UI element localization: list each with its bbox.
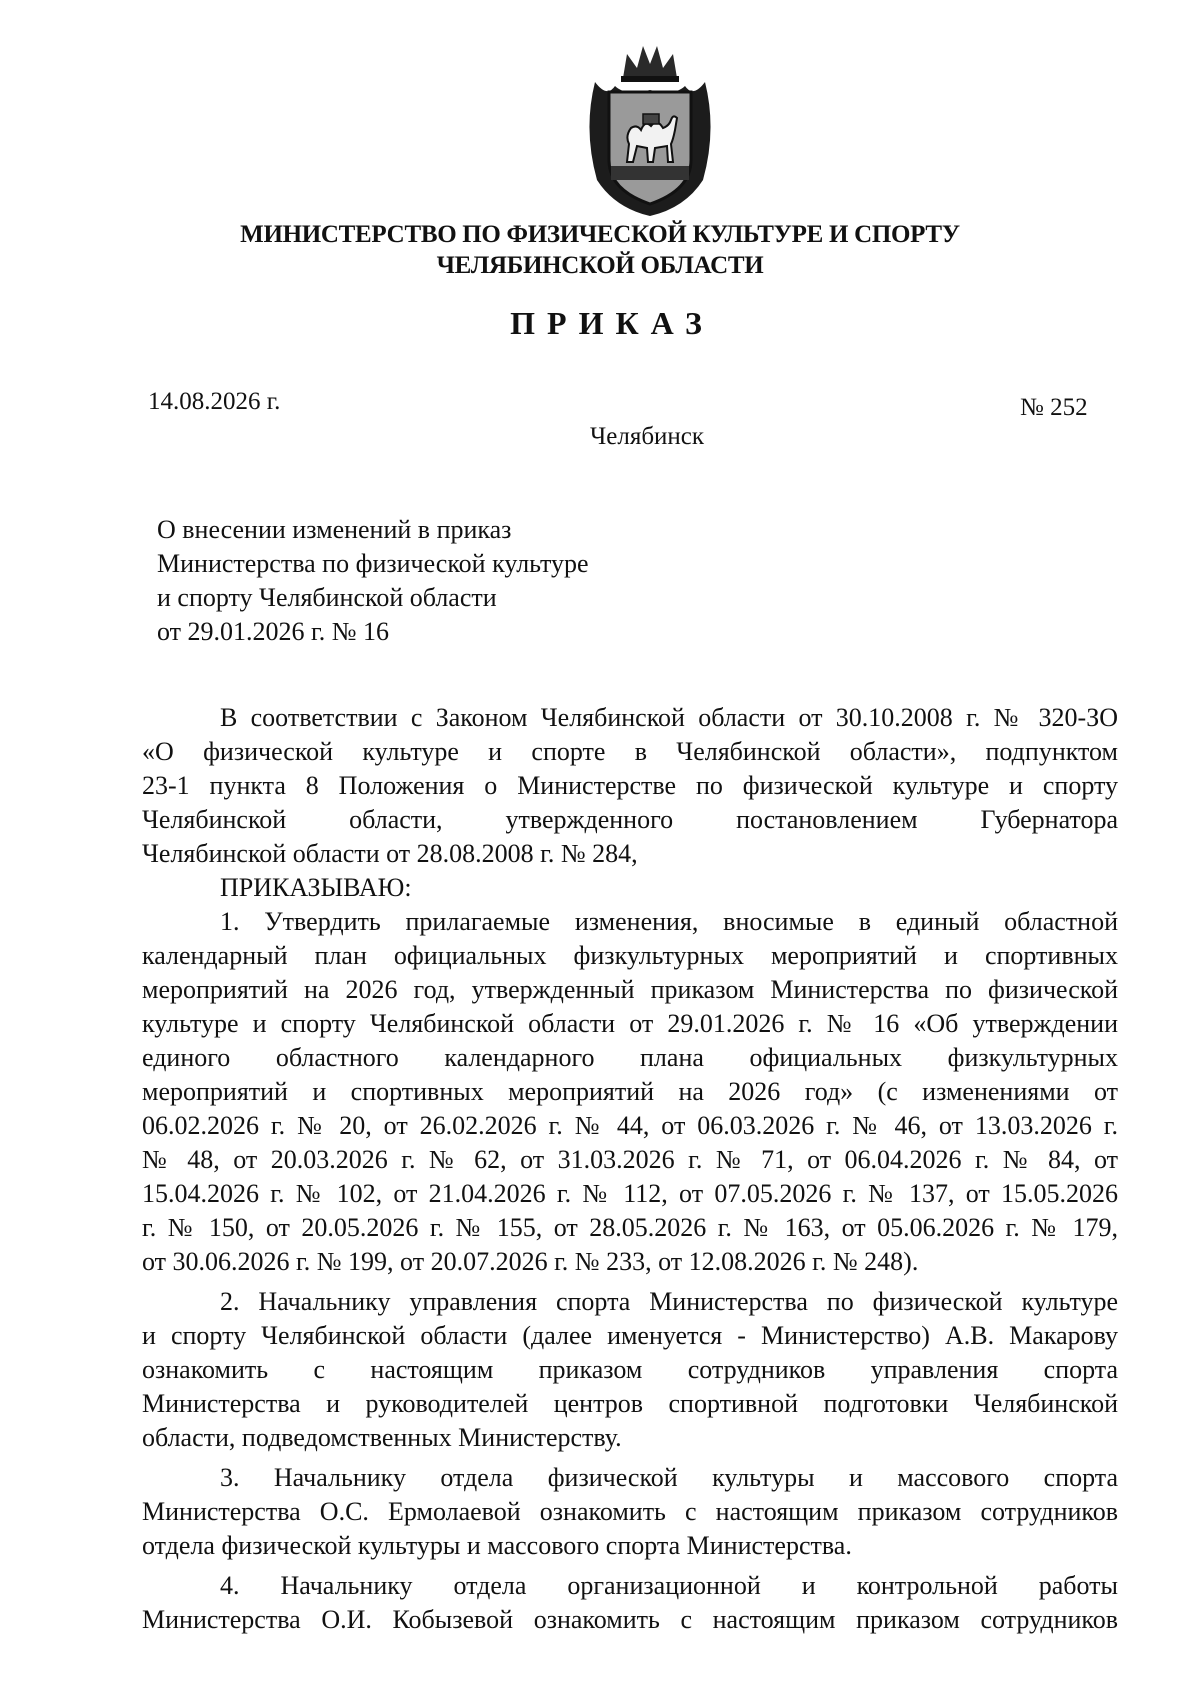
body-line: отдела физической культуры и массового спорта Министерства. <box>142 1531 852 1560</box>
subject-line: О внесении изменений в приказ <box>157 515 512 544</box>
body-line: 2. Начальнику управления спорта Министерства по физической культуре <box>220 1287 1118 1316</box>
order-body <box>142 701 1118 1637</box>
body-line: Министерства О.И. Кобызевой ознакомить с настоящим приказом сотрудников <box>142 1605 1118 1634</box>
body-line: 1. Утвердить прилагаемые изменения, вносимые в единый областной <box>220 907 1118 936</box>
body-line: 15.04.2026 г. № 102, от 21.04.2026 г. № 112, от 07.05.2026 г. № 137, от 15.05.2026 <box>142 1179 1118 1208</box>
body-line: мероприятий на 2026 год, утвержденный приказом Министерства по физической <box>142 975 1118 1004</box>
body-line: 3. Начальнику отдела физической культуры и массового спорта <box>220 1463 1118 1492</box>
body-line: № 48, от 20.03.2026 г. № 62, от 31.03.2026 г. № 71, от 06.04.2026 г. № 84, от <box>142 1145 1118 1174</box>
body-line: Министерства и руководителей центров спортивной подготовки Челябинской <box>142 1389 1118 1418</box>
document-type: ПРИКАЗ <box>510 305 714 341</box>
body-line: области, подведомственных Министерству. <box>142 1423 622 1452</box>
order-subject <box>157 513 589 649</box>
body-line: культуре и спорту Челябинской области от 29.01.2026 г. № 16 «Об утверждении <box>142 1009 1118 1038</box>
city: Челябинск <box>590 423 705 450</box>
ministry-name-line-2: ЧЕЛЯБИНСКОЙ ОБЛАСТИ <box>436 252 764 279</box>
body-line: и спорту Челябинской области (далее именуется - Министерство) А.В. Макарову <box>142 1321 1118 1350</box>
chelyabinsk-coat-of-arms-icon <box>575 40 725 220</box>
order-directive: ПРИКАЗЫВАЮ: <box>220 873 412 902</box>
body-line: единого областного календарного плана официальных физкультурных <box>142 1043 1118 1072</box>
order-date: 14.08.2026 г. <box>148 388 281 415</box>
body-line: 4. Начальнику отдела организационной и контрольной работы <box>220 1571 1118 1600</box>
body-line: от 30.06.2026 г. № 199, от 20.07.2026 г. № 233, от 12.08.2026 г. № 248). <box>142 1247 919 1276</box>
body-line: Челябинской области от 28.08.2008 г. № 284, <box>142 839 638 868</box>
body-line: 23-1 пункта 8 Положения о Министерстве по физической культуре и спорту <box>142 771 1118 800</box>
body-line: «О физической культуре и спорте в Челябинской области», подпунктом <box>142 737 1118 766</box>
subject-line: от 29.01.2026 г. № 16 <box>157 617 390 646</box>
body-line: г. № 150, от 20.05.2026 г. № 155, от 28.05.2026 г. № 163, от 05.06.2026 г. № 179, <box>142 1213 1118 1242</box>
order-number: № 252 <box>1020 394 1088 421</box>
body-line: мероприятий и спортивных мероприятий на 2026 год» (с изменениями от <box>142 1077 1118 1106</box>
body-line: В соответствии с Законом Челябинской области от 30.10.2008 г. № 320-ЗО <box>220 703 1118 732</box>
body-line: календарный план официальных физкультурных мероприятий и спортивных <box>142 941 1118 970</box>
body-line: 06.02.2026 г. № 20, от 26.02.2026 г. № 44, от 06.03.2026 г. № 46, от 13.03.2026 г. <box>142 1111 1118 1140</box>
body-line: Челябинской области, утвержденного постановлением Губернатора <box>142 805 1118 834</box>
subject-line: Министерства по физической культуре <box>157 549 589 578</box>
ministry-name-line-1: МИНИСТЕРСТВО ПО ФИЗИЧЕСКОЙ КУЛЬТУРЕ И СПОРТУ <box>240 221 960 248</box>
body-line: ознакомить с настоящим приказом сотрудников управления спорта <box>142 1355 1118 1384</box>
subject-line: и спорту Челябинской области <box>157 583 497 612</box>
body-line: Министерства О.С. Ермолаевой ознакомить с настоящим приказом сотрудников <box>142 1497 1118 1526</box>
